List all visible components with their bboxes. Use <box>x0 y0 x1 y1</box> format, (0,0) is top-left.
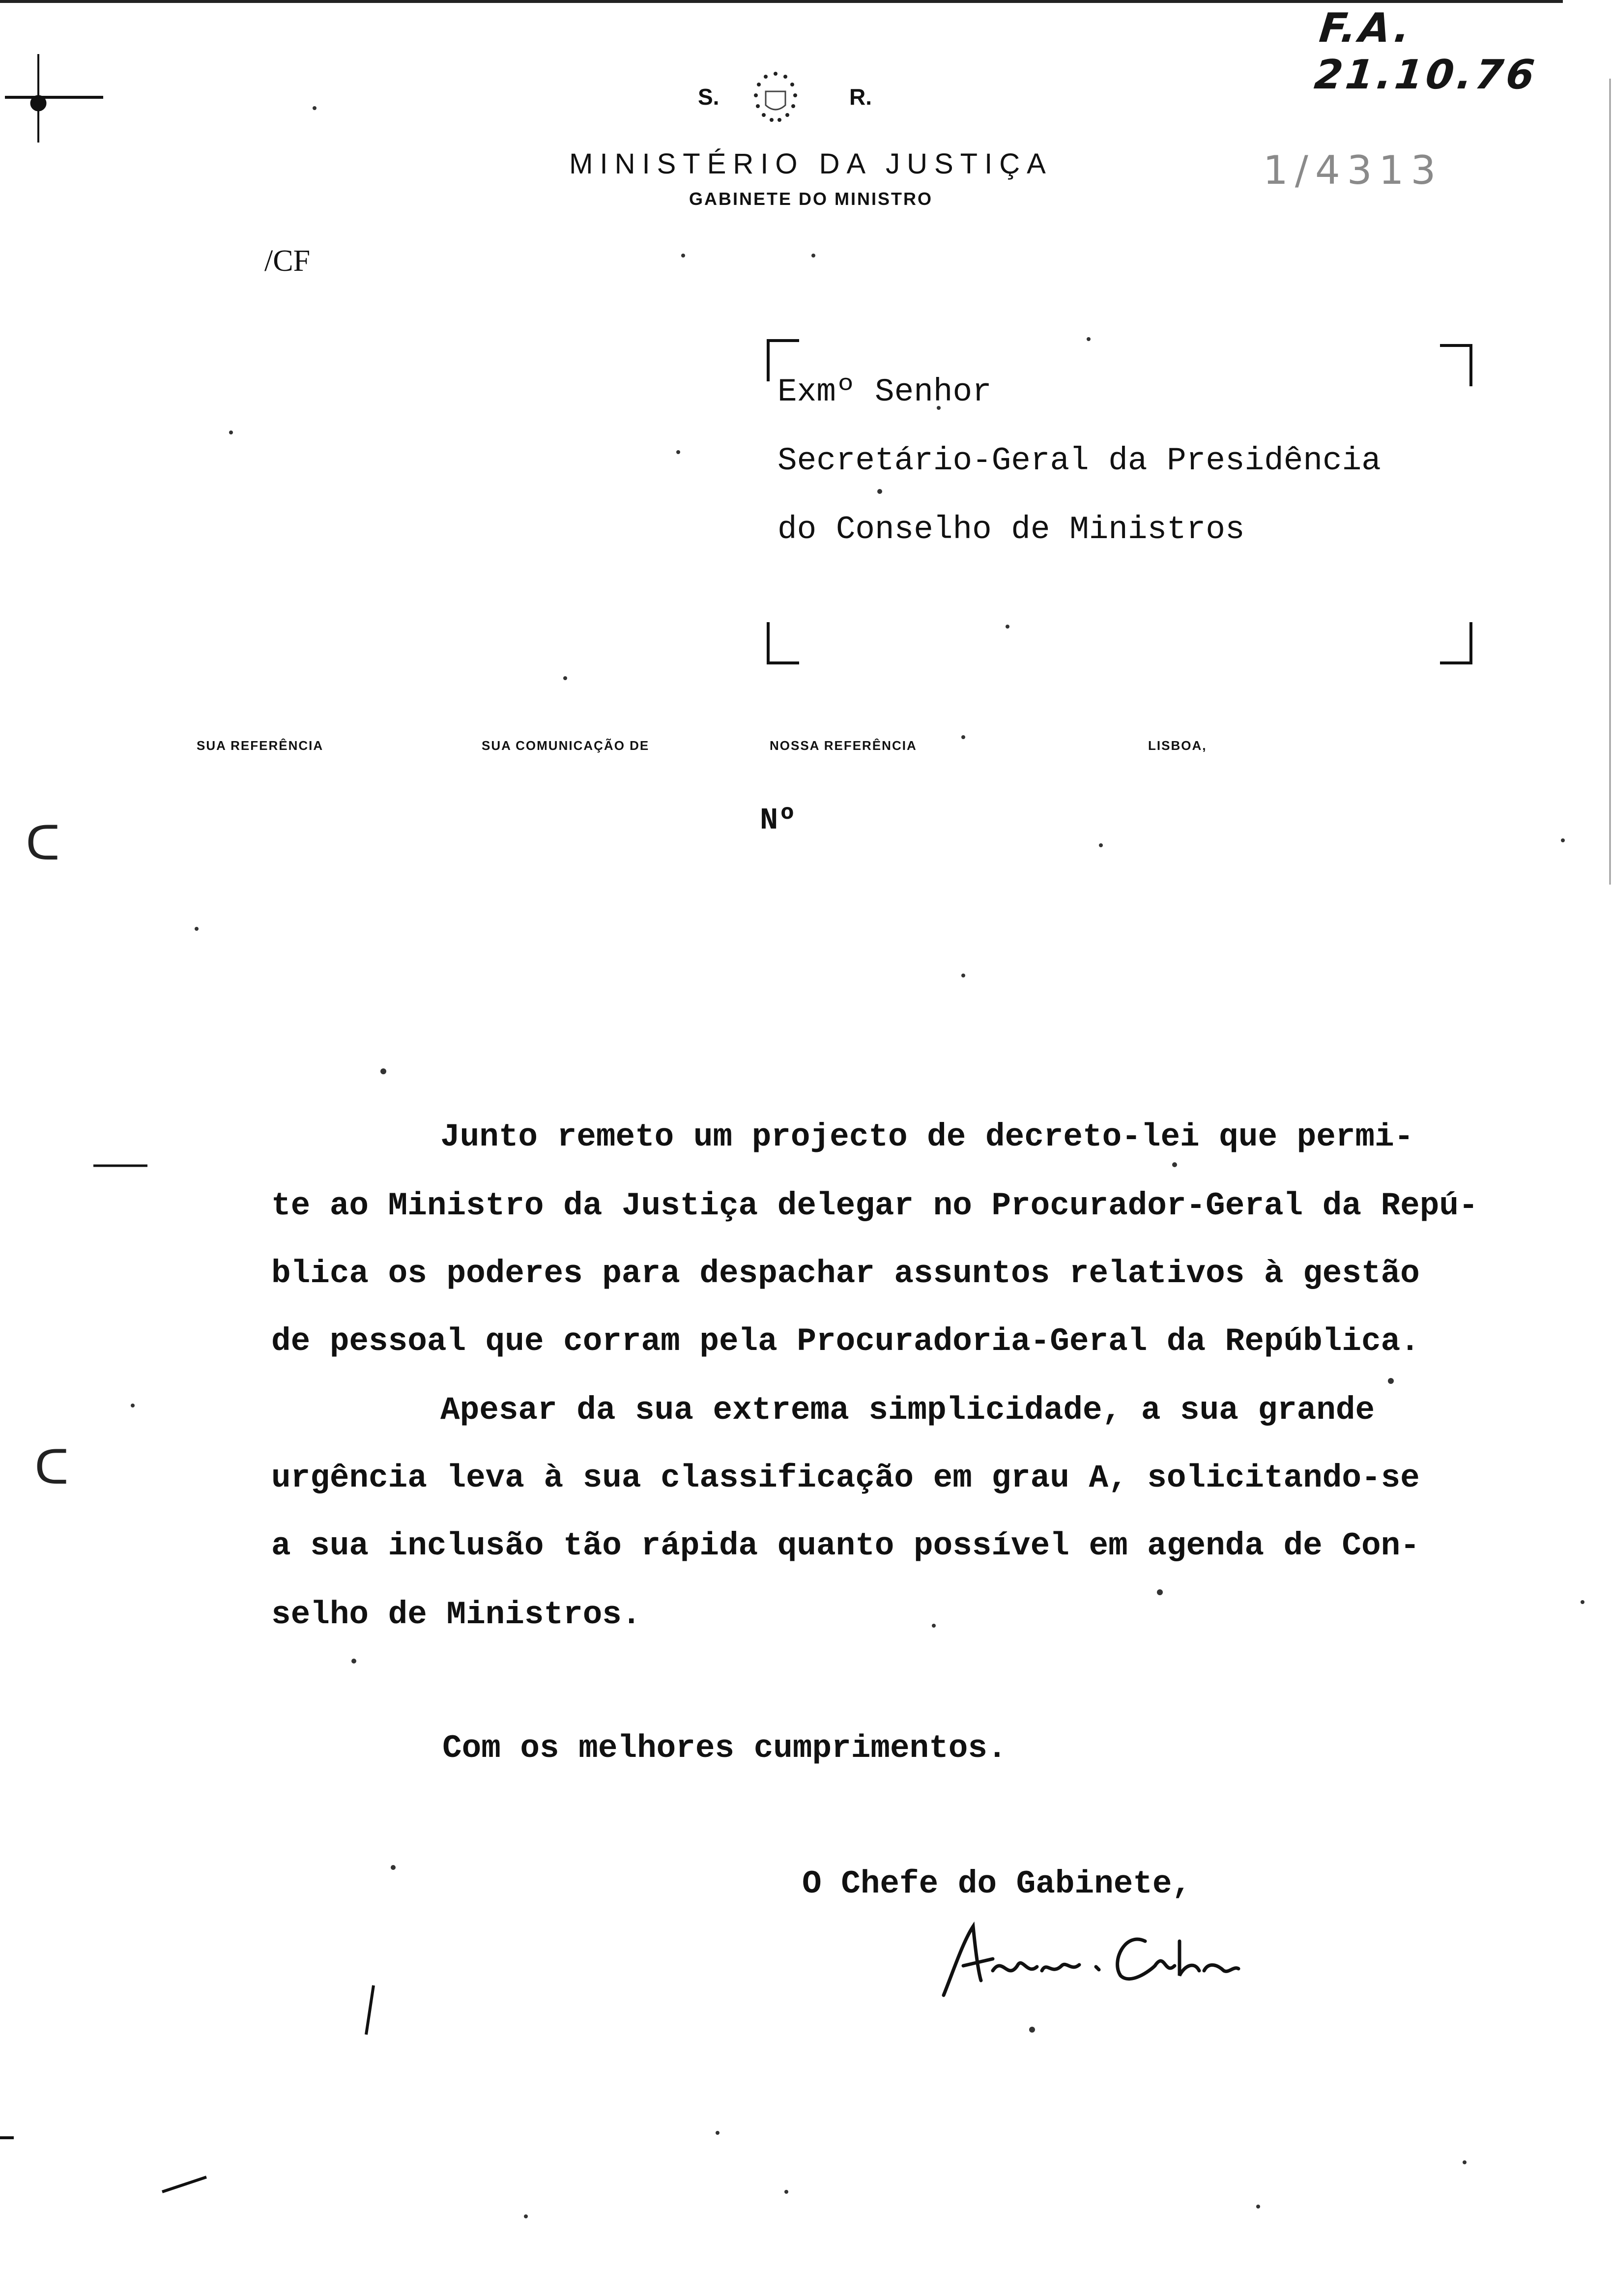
closing-salutation: Com os melhores cumprimentos. <box>442 1730 1007 1767</box>
label-your-reference: SUA REFERÊNCIA <box>197 738 324 753</box>
handwritten-filing-note: F.A. 21.10.76 <box>1312 5 1540 98</box>
label-number: Nº <box>760 803 797 838</box>
margin-tick <box>366 1985 374 2035</box>
body-line: te ao Ministro da Justiça delegar no Procurador-Geral da Repú- <box>271 1187 1478 1224</box>
handwritten-signature <box>934 1912 1278 2010</box>
body-line: blica os poderes para despachar assuntos relativos à gestão <box>271 1255 1420 1292</box>
registration-mark-icon <box>5 54 103 143</box>
office-name: GABINETE DO MINISTRO <box>689 189 933 209</box>
label-place: LISBOA, <box>1148 738 1207 753</box>
addressee-line-1: Exmº Senhor <box>777 373 992 410</box>
label-your-communication: SUA COMUNICAÇÃO DE <box>482 738 650 753</box>
signatory-title: O Chefe do Gabinete, <box>802 1866 1192 1902</box>
punch-hole-icon: ᑕ <box>26 816 60 871</box>
letterhead-initial-s: S. <box>698 84 720 110</box>
body-line: selho de Ministros. <box>271 1596 641 1633</box>
address-window-corner <box>1440 622 1472 664</box>
body-line: a sua inclusão tão rápida quanto possível em agenda de Con- <box>271 1527 1420 1564</box>
body-line: de pessoal que corram pela Procuradoria-Geral da República. <box>271 1323 1420 1360</box>
coat-of-arms-icon <box>746 67 805 131</box>
body-line: urgência leva à sua classificação em grau A, solicitando-se <box>271 1460 1420 1496</box>
letterhead-initial-r: R. <box>849 84 872 110</box>
ministry-name: MINISTÉRIO DA JUSTIÇA <box>569 148 1053 180</box>
addressee-line-3: do Conselho de Ministros <box>777 511 1245 548</box>
body-line: Apesar da sua extrema simplicidade, a sua grande <box>440 1392 1375 1429</box>
addressee-line-2: Secretário-Geral da Presidência <box>777 442 1381 479</box>
margin-stroke <box>162 2177 206 2192</box>
address-window-corner <box>1440 344 1472 386</box>
registry-stamp-number: 1/4313 <box>1263 147 1443 193</box>
address-window-corner <box>767 622 799 664</box>
punch-hole-icon: ᑕ <box>34 1440 69 1495</box>
label-our-reference: NOSSA REFERÊNCIA <box>770 738 917 753</box>
body-line: Junto remeto um projecto de decreto-lei que permi- <box>440 1119 1414 1155</box>
file-code: /CF <box>264 244 311 278</box>
